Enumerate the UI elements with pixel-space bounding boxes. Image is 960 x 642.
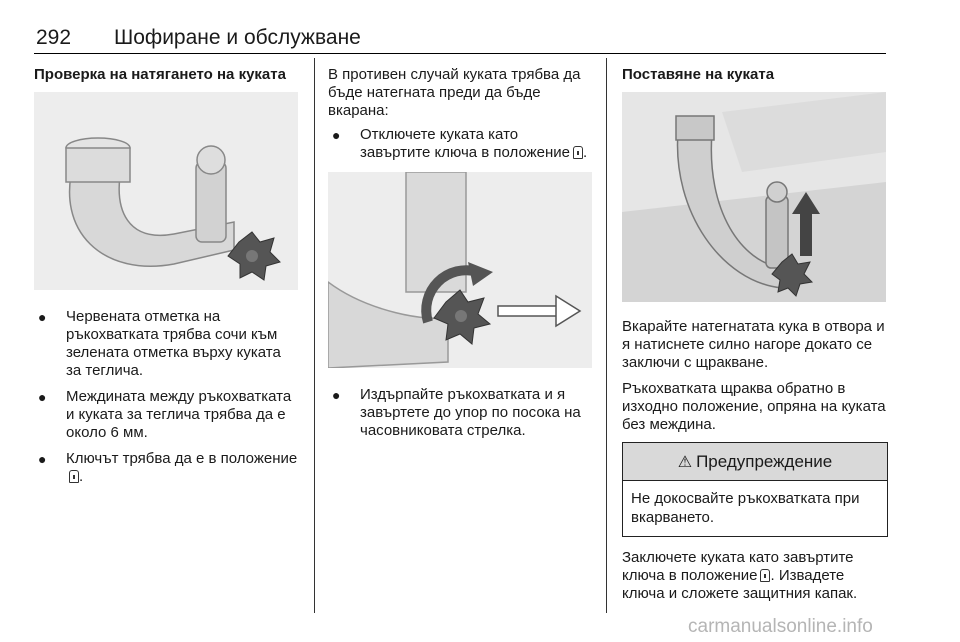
column-3 [622, 58, 888, 603]
list-item: ● Червената отметка на ръкохватката трябва сочи към зелената отметка върху куката за теглича. [38, 308, 281, 379]
column-1 [34, 58, 300, 486]
watermark: carmanualsonline.info [688, 616, 873, 637]
page-header [34, 20, 886, 54]
warning-box [622, 442, 888, 537]
section-heading: Проверка на натягането на куката [34, 66, 286, 83]
key-locked-icon [760, 569, 770, 582]
intro-paragraph: В противен случай куката трябва да бъде натегната преди да бъде вкарана: [328, 66, 581, 119]
list-item: ● Издърпайте ръкохватката и я завъртете до упор по посока на часовниковата стрелка. [332, 386, 581, 439]
section-heading: Поставяне на куката [622, 66, 775, 83]
chapter-title: Шофиране и обслужване [114, 26, 361, 49]
column-2 [328, 58, 592, 440]
list-item: ● Ключът трябва да е в положение. [38, 450, 298, 485]
list-item: ● Междината между ръкохватката и куката за теглича трябва да е около 6 мм. [38, 388, 292, 441]
key-unlocked-icon [69, 470, 79, 483]
warning-header [623, 443, 887, 481]
towbar-illustration [34, 92, 298, 290]
warning-icon: ⚠ [677, 453, 693, 471]
paragraph: Ръкохватката щраква обратно в изходно положение, опряна на куката без междина. [622, 380, 886, 433]
page-number: 292 [36, 26, 72, 49]
key-unlocked-icon [573, 146, 583, 159]
warning-text: Не докосвайте ръкохватката при вкарването. [631, 490, 860, 526]
warning-title: Предупреждение [696, 451, 833, 471]
column-divider [606, 58, 607, 613]
column-divider [314, 58, 315, 613]
knob-rotation-illustration [328, 172, 592, 368]
paragraph: Вкарайте натегнатата кука в отвора и я натиснете силно нагоре докато се заключи с щракване. [622, 318, 885, 371]
paragraph: Заключете куката като завъртите ключа в положение . Извадете ключа и сложете защитния капак. [622, 549, 858, 602]
insertion-illustration [622, 92, 886, 302]
list-item: ● Отключете куката като завъртите ключа в положение . [332, 126, 588, 161]
